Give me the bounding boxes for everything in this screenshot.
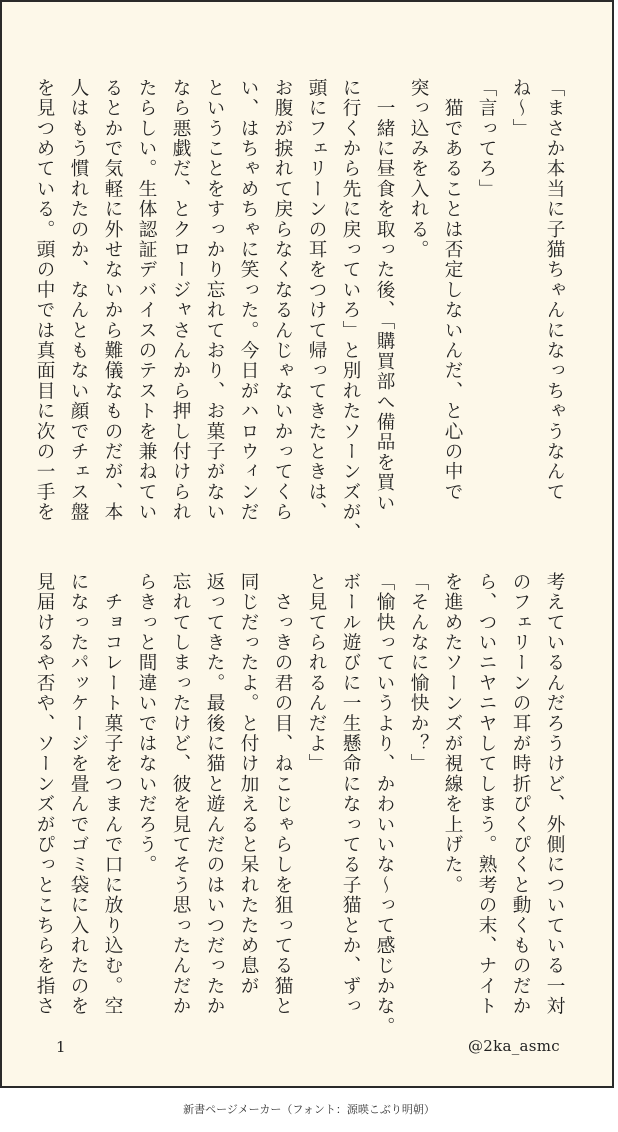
text-line: 「そんなに愉快か？」 <box>408 572 429 774</box>
text-line: たらしい。生体認証デバイスのテストを兼ねてい <box>136 78 157 523</box>
text-line: 「言ってろ」 <box>476 78 497 200</box>
text-line: 見届けるや否や、ソーンズがぴっとこちらを指さ <box>34 572 55 1017</box>
text-line: 「まさか本当に子猫ちゃんになっちゃうなんて <box>544 78 565 503</box>
text-block-top <box>27 78 571 543</box>
text-line: なら悪戯だ、とクロージャさんから押し付けられ <box>170 78 191 523</box>
text-line: 「愉快っていうより、かわいいな〜って感じかな。 <box>374 572 395 1037</box>
text-line: お腹が捩れて戻らなくなるんじゃないかってくら <box>272 78 293 523</box>
text-line: ね〜」 <box>510 78 531 139</box>
text-line: と見てられるんだよ」 <box>306 572 327 774</box>
text-line: になったパッケージを畳んでゴミ袋に入れたのを <box>68 572 89 1017</box>
text-line: 人はもう慣れたのか、なんともない顔でチェス盤 <box>68 78 89 523</box>
text-line: 考えているんだろうけど、外側についている一対 <box>544 572 565 1017</box>
text-line: 一緒に昼食を取った後、「購買部へ備品を買い <box>374 78 395 514</box>
page-number: 1 <box>56 1038 66 1056</box>
text-line: るとかで気軽に外せないから難儀なものだが、本 <box>102 78 123 523</box>
text-line: 頭にフェリーンの耳をつけて帰ってきたときは、 <box>306 78 327 523</box>
text-line: い、はちゃめちゃに笑った。今日がハロウィンだ <box>238 78 259 523</box>
footer-credit: 新書ページメーカー（フォント：源暎こぶり明朝） <box>183 1103 435 1116</box>
text-line: さっきの君の目、ねこじゃらしを狙ってる猫と <box>272 572 293 1017</box>
text-line: チョコレート菓子をつまんで口に放り込む。空 <box>102 572 123 1017</box>
text-line: ということをすっかり忘れており、お菓子がない <box>204 78 225 523</box>
text-line: 突っ込みを入れる。 <box>408 78 429 260</box>
text-line: 同じだったよ。と付け加えると呆れたため息が <box>238 572 259 997</box>
text-block-bottom <box>27 572 571 1037</box>
text-line: を見つめている。頭の中では真面目に次の一手を <box>34 78 55 523</box>
text-line: らきっと間違いではないだろう。 <box>136 572 157 875</box>
text-line: に行くから先に戻っていろ」と別れたソーンズが、 <box>340 78 361 543</box>
text-line: を進めたソーンズが視線を上げた。 <box>442 572 463 896</box>
text-line: ら、ついニヤニヤしてしまう。熟考の末、ナイト <box>476 572 497 1017</box>
text-line: 返ってきた。最後に猫と遊んだのはいつだったか <box>204 572 225 1017</box>
text-line: 猫であることは否定しないんだ、と心の中で <box>442 78 463 503</box>
author-handle: @2ka_asmc <box>467 1037 560 1055</box>
text-line: ボール遊びに一生懸命になってる子猫とか、ずっ <box>340 572 361 1017</box>
text-line: のフェリーンの耳が時折ぴくぴくと動くものだか <box>510 572 531 1017</box>
text-line: 忘れてしまったけど、彼を見てそう思ったんだか <box>170 572 191 1017</box>
